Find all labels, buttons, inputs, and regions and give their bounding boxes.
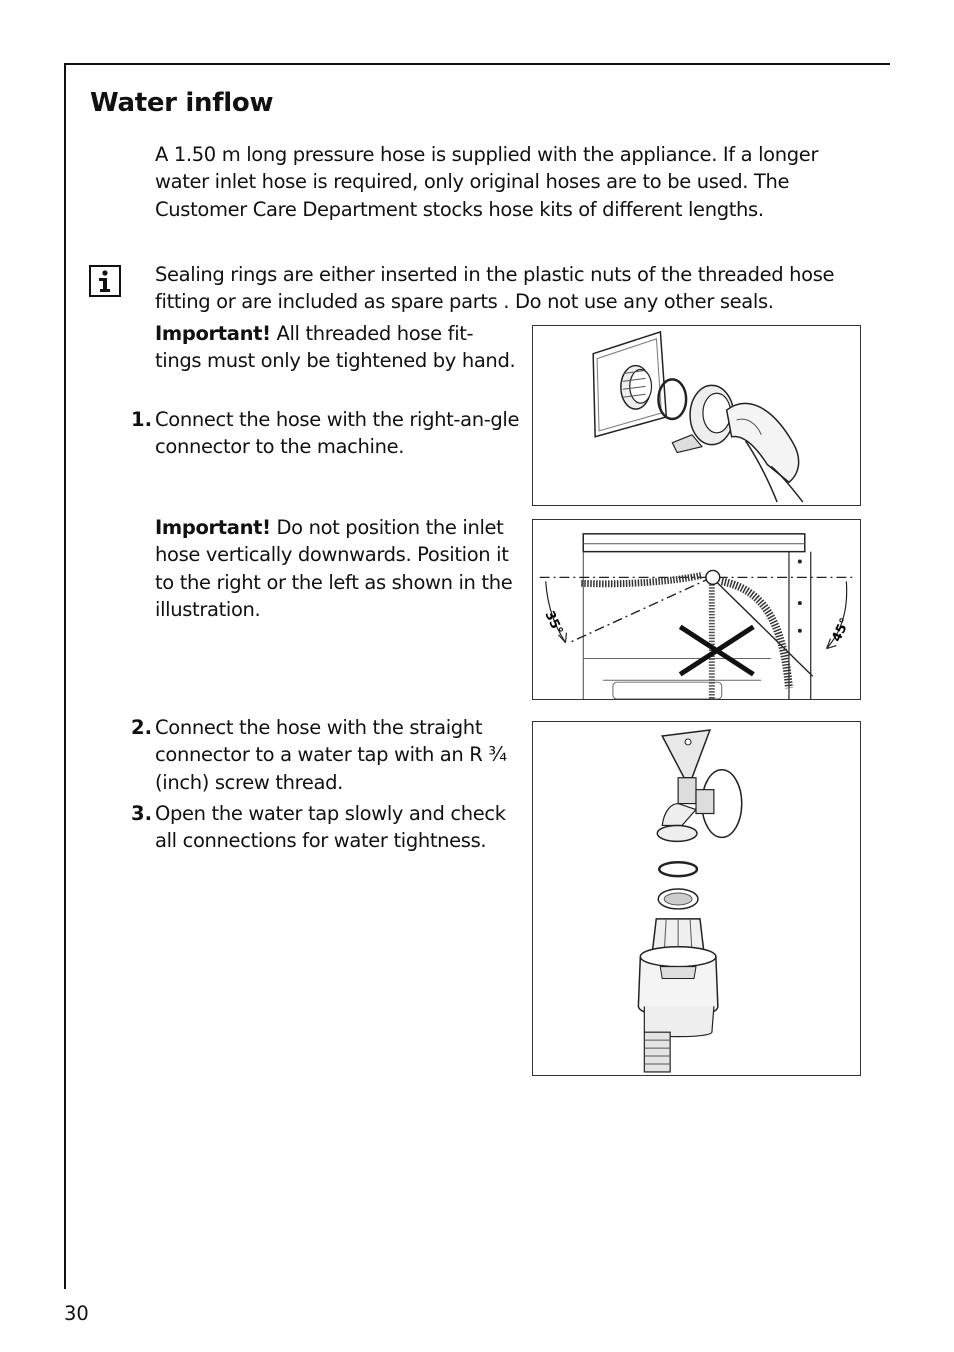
angle-label-right: 45°: [829, 615, 854, 645]
figure-tap-connection: [532, 721, 861, 1076]
important-label: Important!: [155, 322, 271, 345]
important-note-hand-tighten: [155, 320, 517, 375]
page-frame-left-rule: [64, 63, 66, 1289]
step-text: Open the water tap slowly and check all connections for water tightness.: [155, 802, 506, 853]
hose-position-illustration: [533, 520, 860, 699]
page-frame-top-rule: [64, 63, 890, 65]
tap-connection-illustration: [533, 722, 860, 1075]
angle-label-left: 35°: [541, 608, 566, 638]
figure-machine-connector: [532, 325, 861, 506]
step-text: Connect the hose with the right-an-gle connector to the machine.: [155, 408, 520, 459]
machine-connector-illustration: [533, 326, 860, 505]
important-text: Do not position the inlet hose vertically downwards. Position it to the right or the left as shown in the illustration.: [155, 516, 513, 621]
important-note-hose-position: [155, 514, 520, 623]
page-number: 30: [64, 1302, 89, 1325]
important-label: Important!: [155, 516, 271, 539]
step-number: 1.: [131, 408, 152, 431]
step-number: 3.: [131, 802, 152, 825]
info-icon: [89, 265, 121, 297]
intro-paragraph: A 1.50 m long pressure hose is supplied with the appliance. If a longer water inlet hose is required, only original hoses are to be used. The Customer Care Department stocks hose kits of different lengths.: [155, 143, 819, 221]
important-text: All threaded hose fit-tings must only be tightened by hand.: [155, 322, 516, 373]
section-title: Water inflow: [90, 88, 274, 118]
step-number: 2.: [131, 716, 152, 739]
figure-hose-position: [532, 519, 861, 700]
step-text: Connect the hose with the straight connector to a water tap with an R ¾ (inch) screw thread.: [155, 716, 507, 794]
note-paragraph: Sealing rings are either inserted in the plastic nuts of the threaded hose fitting or are included as spare parts . Do not use any other seals.: [155, 263, 835, 314]
